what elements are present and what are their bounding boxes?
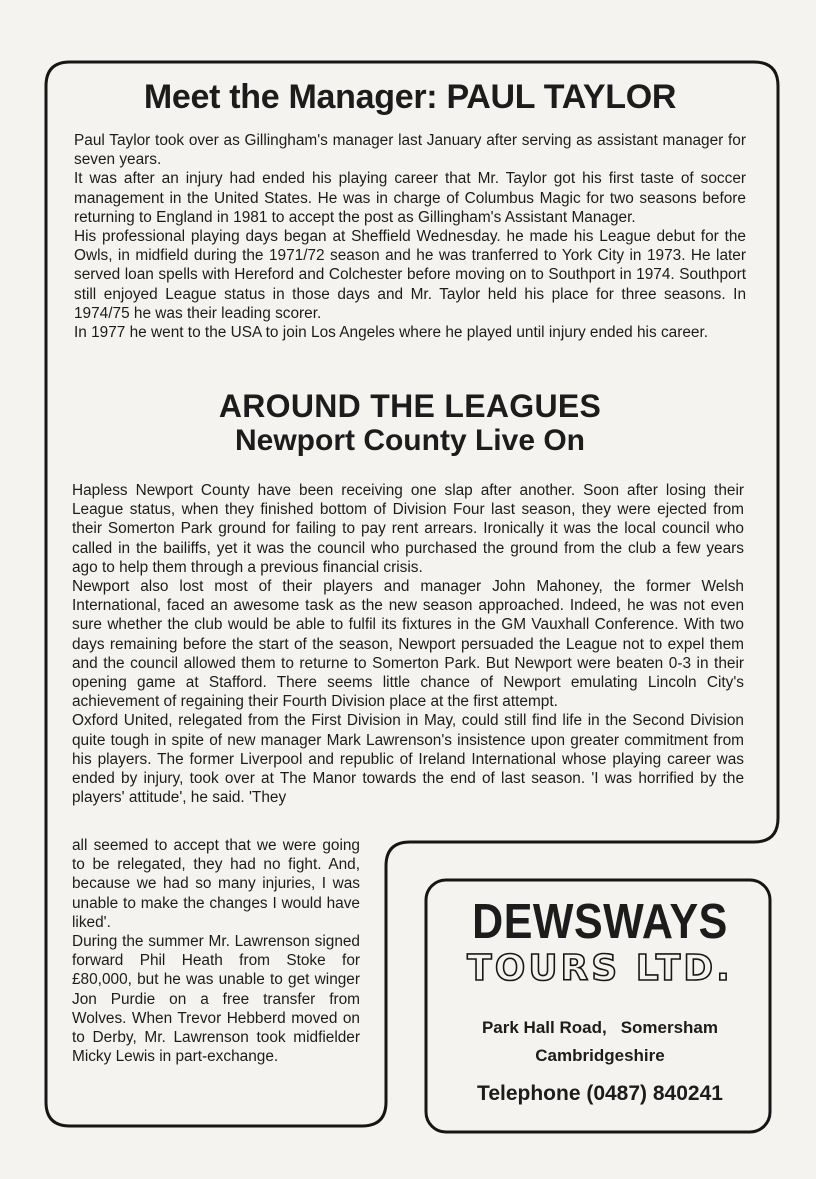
section-paragraph: During the summer Mr. Lawrenson signed forward Phil Heath from Stoke for £80,000, but he was unable to get winger Jon Purdie on a free transfer from Wolves. When Trevor Hebberd moved on to Derby, Mr. Lawrenson took midfielder Micky Lewis in part-exchange. [72,933,360,1066]
section-title: AROUND THE LEAGUES [218,388,602,424]
manager-article-body [74,131,746,342]
dewsways-advert [432,886,768,1130]
advert-town: Somersham [620,1018,719,1037]
advert-street: Park Hall Road, [481,1018,607,1037]
section-paragraph: all seemed to accept that we were going to be relegated, they had no fight. And, because we had so many injuries, I was unable to make the changes I would have liked'. [72,837,360,931]
section-subtitle: Newport County Live On [234,424,585,457]
advert-phone: Telephone (0487) 840241 [477,1082,723,1105]
article-paragraph: It was after an injury had ended his playing career that Mr. Taylor got his first taste of soccer management in the United States. He was in charge of Columbus Magic for two seasons before returning to England in 1981 to accept the post as Gillingham's Assistant Manager. [74,170,746,226]
section-body [72,481,744,807]
section-paragraph: Hapless Newport County have been receiving one slap after another. Soon after losing their League status, when they finished bottom of Division Four last season, they were ejected from their Somerton Park ground for failing to pay rent arrears. Ironically it was the local council who called in the bailiffs, yet it was the council who purchased the ground from the club a few years ago to help them through a previous financial crisis. [72,482,744,576]
section-paragraph: Oxford United, relegated from the First Division in May, could still find life in the Second Division quite tough in spite of new manager Mark Lawrenson's insistence upon greater commitment from his players. The former Liverpool and republic of Ireland International whose playing career was ended by injury, took over at The Manor towards the end of last season. 'I was horrified by the players' attitude', he said. 'They [72,712,744,807]
section-paragraph: Newport also lost most of their players and manager John Mahoney, the former Welsh International, faced an awesome task as the new season approached. Indeed, he was not even sure whether the club would be able to fulfil its fixtures in the GM Vauxhall Conference. With two days remaining before the start of the season, Newport persuaded the League not to expel them and the council allowed them to returne to Somerton Park. But Newport were beaten 0-3 in their opening game at Stafford. There seems little chance of Newport emulating Lincoln City's achievement of regaining their Fourth Division place at the first attempt. [72,578,744,711]
advert-subtitle: TOURS LTD. [467,948,733,989]
article-paragraph: In 1977 he went to the USA to join Los Angeles where he played until injury ended his career. [74,324,708,342]
article-paragraph: Paul Taylor took over as Gillingham's manager last January after serving as assistant manager for seven years. [74,132,746,169]
manager-article-title [60,78,760,117]
advert-address [432,1014,768,1070]
advert-brand: DEWSWAYS [472,894,728,950]
article-paragraph: His professional playing days began at Sheffield Wednesday. he made his League debut for the Owls, in midfield during the 1971/72 season and he was tranferred to York City in 1973. He later served loan spells with Hereford and Colchester before moving on to Southport in 1974. Southport still enjoyed League status in those days and Mr. Taylor held his place for three seasons. In 1974/75 he was their leading scorer. [74,228,746,322]
manager-name: PAUL TAYLOR [446,78,677,116]
section-body-narrow [72,836,360,1066]
title-prefix: Meet the Manager: [143,78,438,116]
advert-county: Cambridgeshire [535,1046,665,1065]
